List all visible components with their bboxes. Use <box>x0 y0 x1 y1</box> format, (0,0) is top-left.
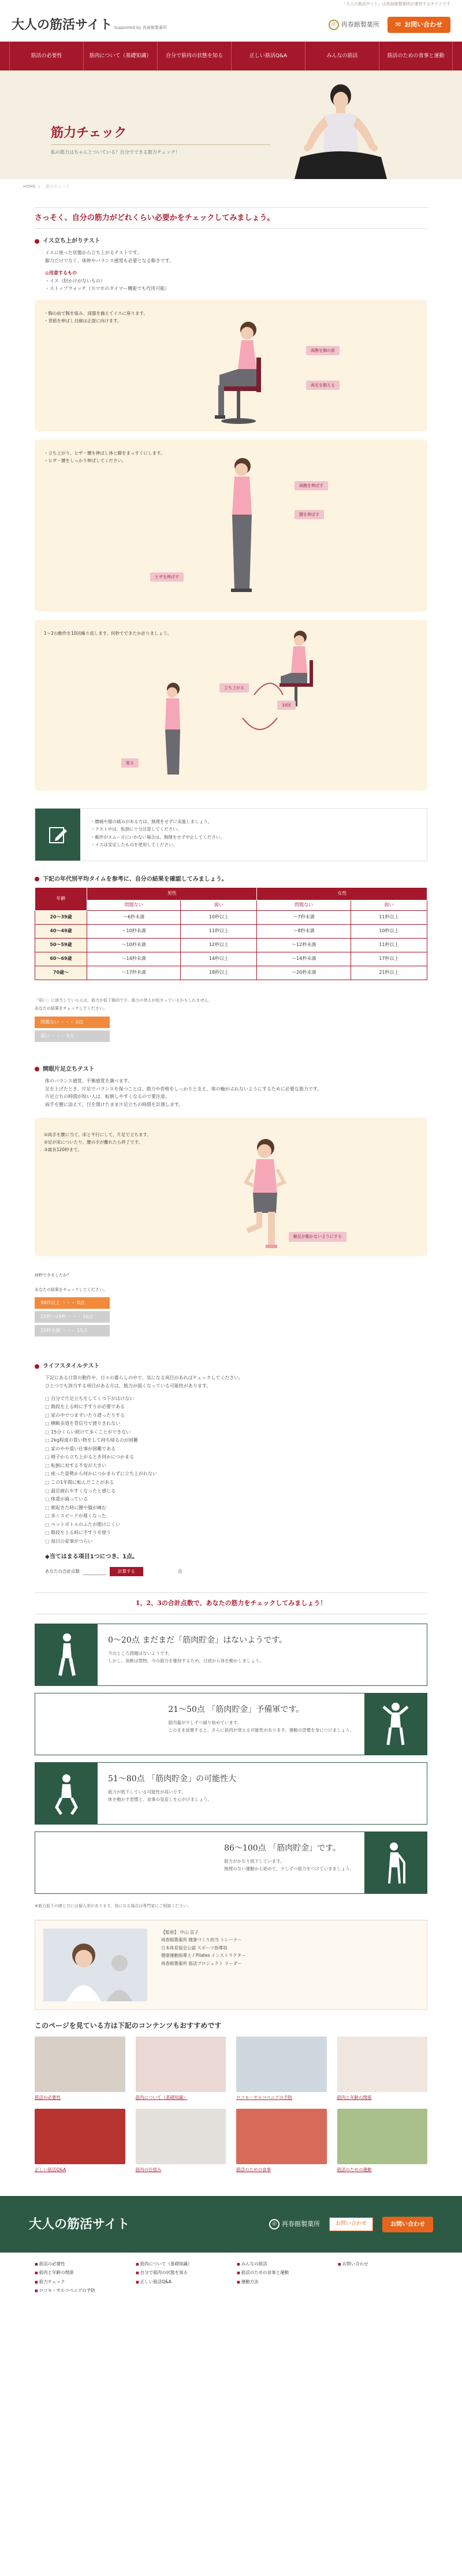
result1-note: 「弱い」に該当している人は、筋力が低下傾向です。筋力の衰えが始まっているかもしれません。 <box>35 997 213 1003</box>
cell-value: 11秒以上 <box>181 924 257 938</box>
check-item[interactable]: □ 横断歩道を青信号で渡りきれない <box>45 1420 427 1428</box>
recommend-item[interactable] <box>236 2109 327 2173</box>
total-score-field[interactable] <box>83 1568 106 1575</box>
recommend-item[interactable] <box>35 2109 125 2173</box>
cell-value: 〜12秒未満 <box>257 938 351 952</box>
section2-heading <box>35 1065 427 1074</box>
recommend-thumb <box>236 2109 327 2164</box>
recommend-item[interactable] <box>136 2109 226 2173</box>
recommend-thumb <box>337 2037 428 2092</box>
main-content <box>35 207 427 2173</box>
section3-text: 下記にある日常の動作や、日々の暮らしの中で、気になる項目があればチェックしてください。 ひとつでも該当する項目がある方は、筋力が弱くなっている可能性があります。 <box>45 1375 244 1388</box>
table-head-male: 男性 <box>87 887 257 900</box>
supervisor-photo <box>43 1929 147 2001</box>
contact-button[interactable] <box>388 17 450 33</box>
nav-item-qa[interactable]: 正しい筋活Q&A <box>231 42 305 70</box>
meditating-woman-illustration <box>277 70 404 179</box>
recommend-caption[interactable]: 筋活の必要性 <box>35 2094 61 2100</box>
global-nav <box>0 42 462 70</box>
section3-sum-rule: ◆当てはまる項目1つにつき、1点。 <box>45 1554 139 1561</box>
nav-item-check[interactable]: 自分で筋肉の状態を知る <box>157 42 231 70</box>
check-item[interactable]: □ 座った姿勢から何かにつかまらずに立ち上がれない <box>45 1470 427 1479</box>
check-item[interactable]: □ 15分くらい続けて歩くことができない <box>45 1428 427 1437</box>
cell-value: 12秒以上 <box>181 938 257 952</box>
footer-logo[interactable]: 大人の筋活サイト <box>29 2216 130 2232</box>
nav-item-basics[interactable]: 筋肉について（基礎知識） <box>83 42 157 70</box>
site-header <box>0 8 462 42</box>
check-item[interactable]: □ 階段を上る時に手すりが必要である <box>45 1403 427 1412</box>
cell-value: 〜14秒未満 <box>257 952 351 966</box>
table-sub-weak-female: 弱い <box>351 900 427 910</box>
card4-title: 「筋肉貯金」 <box>269 1844 318 1853</box>
table-intro-heading <box>35 875 427 884</box>
recommend-thumb <box>35 2037 125 2092</box>
logo[interactable] <box>12 16 167 35</box>
section1-text: イスに座った状態から立ち上がるテストです。 脚力だけでなく、体幹やバランス感覚も必要となる動きです。 <box>45 250 174 263</box>
step1-text: ・胸の前で腕を組み、両膝を揃えてイスに座ります。 ・背筋を伸ばし目線は正面に向けます。 <box>44 310 148 323</box>
bullet-icon <box>35 877 39 881</box>
cell-value: 10秒以上 <box>181 910 257 924</box>
table-head-female: 女性 <box>257 887 427 900</box>
brand-name: 再春館製薬所 <box>341 20 379 28</box>
profile-name: 【監修】 中山 直子 <box>161 1929 199 1935</box>
profile-details <box>161 1929 245 2001</box>
table-sub-weak-male: 弱い <box>181 900 257 910</box>
section2-text: 体のバランス感覚、平衡感覚を調べます。 足を上げたとき、片足でバランスを保つことは、筋力や骨格をしっかりと支え、体の軸がぶれないようにするために必要な筋力です。 片足立ちの時間が短い人は、転倒しやすくなるので要注意。 両手を腰に添えて、目を開けたまま片足立ちの時間を計測します。 <box>45 1078 322 1107</box>
footer-link[interactable]: ■ 自分で筋肉の状態を知る <box>136 2269 225 2276</box>
check-item[interactable]: □ この1年間に転んだことがある <box>45 1479 427 1487</box>
result1-option-weak[interactable]: 弱い ・・・ 5点 <box>35 1030 110 1042</box>
result2-option-under15[interactable]: 15秒未満 ・・・ 15点 <box>35 1325 110 1337</box>
squatting-person-icon <box>35 1763 98 1824</box>
lifestyle-checklist <box>45 1395 427 1546</box>
check-item[interactable]: □ 家の中でつまずいたり滑ったりする <box>45 1412 427 1420</box>
card4-tail: です。 <box>317 1844 341 1853</box>
tag-arms-front: 両腕を胸の前 <box>306 346 340 356</box>
result-card-1 <box>35 1624 427 1686</box>
total-score-row <box>45 1567 427 1576</box>
section3-heading <box>35 1362 427 1371</box>
brand-mark-icon: ◎ <box>269 2219 280 2229</box>
footer-link[interactable]: ■ お問い合わせ <box>338 2261 427 2267</box>
section1-heading <box>35 237 427 245</box>
breadcrumb-current: 筋力チェック <box>46 184 70 189</box>
caution-memo <box>35 808 427 861</box>
tag-sit-down: 座る <box>121 758 139 768</box>
tag-stand-up: 立ち上がる <box>219 683 249 693</box>
supervisor-profile <box>35 1920 427 2010</box>
footer-brand[interactable] <box>269 2219 320 2229</box>
recommend-item[interactable] <box>136 2037 226 2101</box>
recommend-thumb <box>136 2037 226 2092</box>
footer-link[interactable]: ■ ロコモ・サルコペニアの予防 <box>35 2287 124 2294</box>
recommend-thumb <box>35 2109 125 2164</box>
tag-feet-together: 両足を揃える <box>306 381 340 390</box>
cell-age: 60〜69歳 <box>35 952 87 966</box>
footer-link[interactable]: ■ 筋肉について（基礎知識） <box>136 2261 225 2267</box>
check-item[interactable]: □ 2kg程度の買い物をして持ち帰るのが困難 <box>45 1436 427 1445</box>
age-reference-table <box>35 887 427 980</box>
cane-person-icon <box>364 1832 427 1893</box>
section2-title: 開眼片足立ちテスト <box>43 1066 95 1073</box>
card3-desc: 筋力が低下している可能性が高いです。 体を動かす習慣と、食事の見直しを心がけましょう。 <box>108 1789 212 1802</box>
recommend-item[interactable] <box>236 2037 327 2101</box>
result2-option-15[interactable]: 15秒〜29秒 ・・・ 10点 <box>35 1311 110 1323</box>
recommend-caption[interactable]: ロコモ・サルコペニアの予防 <box>236 2094 293 2100</box>
recommend-grid <box>35 2037 427 2173</box>
table-row <box>35 938 427 952</box>
mail-icon: ✉ <box>395 20 401 28</box>
section1-title: イス立ち上がりテスト <box>43 238 100 244</box>
breadcrumb-separator-icon: > <box>38 184 42 189</box>
check-item[interactable]: □ 朝起きた時に腰や膝が痛む <box>45 1504 427 1513</box>
recommend-caption[interactable]: 筋肉について（基礎知識） <box>135 2094 188 2100</box>
summary-footnote: ※筋力低下の感じ方には個人差があります。気になる場合は専門家にご相談ください。 <box>35 1904 192 1909</box>
recommend-item[interactable] <box>337 2109 428 2173</box>
card3-tail: の可能性大 <box>196 1774 237 1784</box>
table-row <box>35 966 427 980</box>
cell-age: 40〜49歳 <box>35 924 87 938</box>
tag-back-straight: 腰を伸ばす <box>295 510 324 520</box>
cell-age: 20〜39歳 <box>35 910 87 924</box>
table-sub-ok-male: 問題ない <box>87 900 181 910</box>
breadcrumb <box>0 179 462 195</box>
card2-desc: 筋肉量が少しずつ減り始めています。 このまま放置すると、さらに筋肉が衰える可能性があります。運動の習慣を身につけましょう。 <box>168 1720 354 1733</box>
footer-link[interactable]: ■ 正しい筋活Q&A <box>136 2279 225 2285</box>
hero <box>0 70 462 179</box>
card2-title: 「筋肉貯金」 <box>207 1705 256 1715</box>
hero-divider <box>51 144 270 145</box>
table-intro: 下記の年代別平均タイムを参考に、自分の結果を確認してみましょう。 <box>43 876 228 883</box>
cell-value: 21秒以上 <box>351 966 427 980</box>
sitting-woman-illustration <box>35 300 427 431</box>
bullet-icon <box>35 1067 39 1071</box>
step2-text: ・立ち上がり、ヒザ・腰を伸ばし体と脚をまっすぐにします。 ・ヒザ・腰をしっかり伸ばしてください。 <box>44 450 165 463</box>
total-score-label: あなたの合計点数 <box>45 1569 80 1574</box>
cell-value: 〜8秒未満 <box>257 924 351 938</box>
recommend-heading: このページを見ている方は下記のコンテンツもおすすめです <box>35 2021 222 2030</box>
cell-value: 〜7秒未満 <box>257 910 351 924</box>
tag-knees-straight: ヒザを伸ばす <box>150 572 184 582</box>
footer-link[interactable]: ■ 筋肉と年齢の関係 <box>35 2269 124 2276</box>
cell-value: 11秒以上 <box>351 910 427 924</box>
section2-steps: ①両手を腰に当て、床と平行にして、片足で立ちます。 ②足が床についたり、腰の手が離れたら終了です。 ③最長120秒まで。 <box>44 1132 151 1152</box>
table-row <box>35 924 427 938</box>
check-item[interactable]: □ 体重が減っている <box>45 1495 427 1504</box>
recommend-item[interactable] <box>337 2037 428 2101</box>
cell-value: 〜6秒未満 <box>87 910 181 924</box>
tag-arms-straight: 両腕を伸ばす <box>295 481 328 491</box>
pencil-memo-icon <box>35 809 80 861</box>
recommend-caption[interactable]: 正しい筋活Q&A <box>35 2166 66 2172</box>
contact-label: お問い合わせ <box>404 20 442 28</box>
profile-line: 再春館製薬所 健康づくり担当 トレーナー <box>161 1937 242 1943</box>
footer-nav <box>0 2253 462 2311</box>
footer-link[interactable]: ■ 筋力チェック <box>35 2279 124 2285</box>
cell-value: 10秒以上 <box>351 924 427 938</box>
table-sub-ok-female: 問題ない <box>257 900 351 910</box>
brand[interactable] <box>329 20 379 30</box>
calculate-button[interactable]: 計算する <box>110 1567 143 1576</box>
memo-text: ・腰痛や膝の痛みがある方は、無理をせずに実施しましょう。 ・テスト中は、転倒に十分注意してください。 ・動作がスムーズにいかない場合は、無理をせず中止してください。 ・イスは安定したものを使用してください。 <box>91 818 225 848</box>
section1-howto: ・イス（肘かけがないもの） ・ストップウォッチ（スマホのタイマー機能でも代用可能） <box>45 278 170 292</box>
recommend-caption[interactable]: 筋肉と年齢の関係 <box>337 2094 372 2100</box>
cell-value: 11秒以上 <box>351 938 427 952</box>
recommend-caption[interactable]: 筋活のための食事 <box>236 2166 271 2172</box>
bullet-icon <box>35 239 39 244</box>
check-item[interactable]: □ 自分で片足立ちをしてくつ下がはけない <box>45 1395 427 1404</box>
table-row <box>35 952 427 966</box>
cell-value: 〜10秒未満 <box>87 938 181 952</box>
footer-contact-button[interactable]: お問い合わせ <box>382 2217 433 2232</box>
summary-heading: 1、2、3の合計点数で、あなたの筋力をチェックしてみましょう！ <box>35 1592 427 1615</box>
result-card-2 <box>35 1693 427 1755</box>
step1-illustration <box>35 300 427 431</box>
check-item[interactable]: □ 家のやや重い仕事が困難である <box>45 1445 427 1454</box>
section3-title: ライフスタイルテスト <box>43 1363 100 1370</box>
footer-link[interactable]: ■ 運動方法 <box>237 2279 326 2285</box>
footer-contact-outline-button[interactable]: お問い合わせ <box>329 2217 373 2231</box>
check-item[interactable]: □ 椅子から立ち上がるとき何かにつかまる <box>45 1453 427 1462</box>
score-unit: 点 <box>178 1569 182 1574</box>
recommend-thumb <box>337 2109 428 2164</box>
page-title: 筋力チェック <box>51 125 127 140</box>
nav-item-everyone[interactable]: みんなの筋活 <box>305 42 379 70</box>
card1-range: 0〜20点 <box>108 1636 140 1646</box>
profile-line: 日本体育協会公認 スポーツ指導員 <box>161 1945 228 1950</box>
cell-value: 〜20秒未満 <box>257 966 351 980</box>
card3-range: 51〜80点 <box>108 1774 145 1784</box>
cell-value: 18秒以上 <box>181 966 257 980</box>
footer-link[interactable]: ■ 筋活のための食事と運動 <box>237 2269 326 2276</box>
card1-title: まだまだ「筋肉貯金」 <box>142 1636 223 1646</box>
top-note: 「大人の筋活サイト」は再春館製薬所が運営するサイトです <box>341 2 450 6</box>
recommend-thumb <box>136 2109 226 2164</box>
card1-tail: はないようです。 <box>223 1636 288 1646</box>
result-card-3 <box>35 1762 427 1825</box>
balance-illustration <box>35 1118 427 1256</box>
recommend-item[interactable] <box>35 2037 125 2101</box>
step3-text: 1〜2の動作を10回繰り返します。何秒でできたか計りましょう。 <box>44 630 172 636</box>
bullet-icon <box>35 1364 39 1369</box>
table-head-age: 年齢 <box>35 887 87 910</box>
recommend-thumb <box>236 2037 327 2092</box>
recommend-caption[interactable]: 筋肉の仕組み <box>135 2166 162 2172</box>
lead-heading: さっそく、自分の筋力がどれくらい必要かをチェックしてみましょう。 <box>35 207 427 229</box>
tag-stable-foot: 軸足が動かないようにする <box>289 1232 346 1242</box>
check-item[interactable]: □ ペットボトルのふたが開けにくい <box>45 1521 427 1529</box>
result1-option-ok[interactable]: 問題ない ・・・ 0点 <box>35 1017 110 1028</box>
nav-item-diet[interactable]: 筋活のための食事と運動 <box>379 42 453 70</box>
standing-woman-illustration <box>35 440 427 612</box>
section2-label: あなたの結果をチェックしてください。 <box>35 1287 107 1292</box>
check-item[interactable]: □ 転倒に対する不安が大きい <box>45 1462 427 1471</box>
cell-age: 50〜59歳 <box>35 938 87 952</box>
cell-value: 〜10秒未満 <box>87 924 181 938</box>
cell-value: 17秒以上 <box>351 952 427 966</box>
cell-value: 〜14秒未満 <box>87 952 181 966</box>
profile-line: 健康運動指導士 / Pilates インストラクター <box>161 1953 246 1959</box>
check-item[interactable]: □ 階段を上る時に手すりを使う <box>45 1529 427 1538</box>
check-item[interactable]: □ 歩くスピードが遅くなった <box>45 1512 427 1521</box>
recommend-caption[interactable]: 筋活のための運動 <box>337 2166 372 2172</box>
result-card-4 <box>35 1832 427 1894</box>
tag-10-times: 10回 <box>277 701 296 710</box>
stretching-person-icon <box>364 1693 427 1755</box>
result1-label: あなたの結果をチェックしてください。 <box>35 1006 107 1011</box>
result2-option-30[interactable]: 30秒以上 ・・・ 0点 <box>35 1297 110 1309</box>
footer-brand-name: 再春館製薬所 <box>281 2220 320 2228</box>
cell-value: 14秒以上 <box>181 952 257 966</box>
section1-howto-heading: ◎用意するもの <box>45 270 77 276</box>
nav-item-necessity[interactable]: 筋活の必要性 <box>9 42 83 70</box>
step3-illustration <box>35 620 427 791</box>
profile-line: 再春館製薬所 筋活プロジェクト リーダー <box>161 1960 242 1966</box>
card2-range: 21〜50点 <box>168 1705 205 1715</box>
site-footer <box>0 2196 462 2253</box>
card2-tail: 予備軍です。 <box>256 1705 304 1715</box>
walking-person-icon <box>35 1624 98 1685</box>
one-leg-woman-illustration <box>35 1118 427 1256</box>
footer-link[interactable]: ■ みんなの筋活 <box>237 2261 326 2267</box>
card1-desc: 今のところ問題はないようです。 しかし、油断は禁物。今の筋力を維持するため、日頃から体を動かしましょう。 <box>108 1651 264 1663</box>
section2-question: 何秒できましたか？ <box>35 1273 71 1278</box>
hero-subtitle: 私の筋力はちゃんとついている？自分でできる筋力チェック！ <box>51 150 180 155</box>
check-item[interactable]: □ 最近疲れやすくなったと感じる <box>45 1487 427 1496</box>
brand-mark-icon: ◎ <box>329 20 339 30</box>
footer-link[interactable]: ■ 筋活の必要性 <box>35 2261 124 2267</box>
logo-sub: Supported by 再春館製薬所 <box>114 25 167 30</box>
check-item[interactable]: □ 毎日の家事がつらい <box>45 1538 427 1546</box>
table-row <box>35 910 427 924</box>
cell-value: 〜17秒未満 <box>87 966 181 980</box>
card3-title: 「筋肉貯金」 <box>147 1774 196 1784</box>
breadcrumb-home[interactable]: HOME <box>23 184 36 189</box>
logo-text: 大人の筋活サイト <box>12 17 113 32</box>
step2-illustration <box>35 440 427 612</box>
repetition-illustration <box>35 620 427 791</box>
card4-range: 86〜100点 <box>224 1844 266 1853</box>
cell-age: 70歳〜 <box>35 966 87 980</box>
card4-desc: 筋力がかなり低下しています。 無理のない運動から始めて、少しずつ筋力をつけていきましょう。 <box>224 1859 354 1871</box>
